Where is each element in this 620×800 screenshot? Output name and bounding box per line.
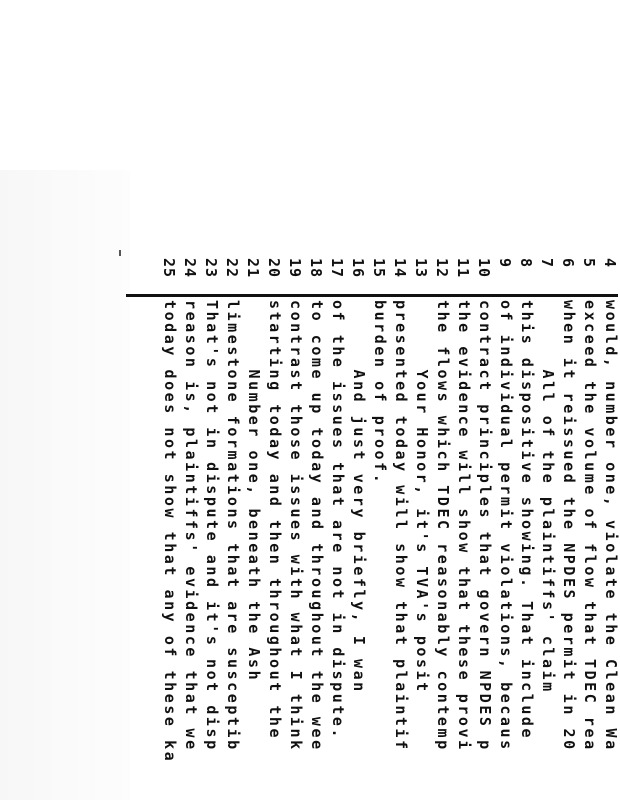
line-number: 25 bbox=[160, 258, 178, 279]
line-number: 6 bbox=[559, 258, 577, 269]
transcript-line: Number one, beneath the Ash bbox=[245, 300, 263, 694]
line-number: 15 bbox=[370, 258, 388, 279]
line-number: 4 bbox=[601, 258, 619, 269]
line-number: 17 bbox=[328, 258, 346, 279]
line-number: 20 bbox=[265, 258, 283, 279]
line-number: 14 bbox=[391, 258, 409, 279]
line-number: 18 bbox=[307, 258, 325, 279]
line-number: 5 bbox=[580, 258, 598, 269]
line-number: 9 bbox=[496, 258, 514, 269]
transcript-line: when it reissued the NPDES permit in 20 bbox=[560, 300, 578, 752]
transcript-line: starting today and then throughout the bbox=[266, 300, 284, 741]
transcript-line: limestone formations that are susceptib bbox=[224, 300, 242, 752]
transcript-line: of the issues that are not in dispute. bbox=[329, 300, 347, 741]
line-number: 13 bbox=[412, 258, 430, 279]
line-number: 12 bbox=[433, 258, 451, 279]
transcript-line: of individual permit violations, becaus bbox=[497, 300, 515, 752]
line-number: 19 bbox=[286, 258, 304, 279]
line-number: 24 bbox=[181, 258, 199, 279]
line-number: 11 bbox=[454, 258, 472, 279]
transcript-line: the evidence will show that these provi bbox=[455, 300, 473, 752]
line-number: 7 bbox=[538, 258, 556, 269]
line-number: 23 bbox=[202, 258, 220, 279]
transcript-line: exceed the volume of flow that TDEC rea bbox=[581, 300, 599, 752]
line-number: 10 bbox=[475, 258, 493, 279]
transcript-line: That's not in dispute and it's not disp bbox=[203, 300, 221, 752]
transcript-line: to come up today and throughout the wee bbox=[308, 300, 326, 752]
transcript-line: Your Honor, it's TVA's posit bbox=[413, 300, 431, 694]
transcript-line: would, number one, violate the Clean Wa bbox=[602, 300, 620, 752]
transcript-line: presented today will show that plaintif bbox=[392, 300, 410, 752]
transcript-line: contrast those issues with what I think bbox=[287, 300, 305, 752]
line-number-divider bbox=[126, 294, 618, 297]
transcript-line: And just very briefly, I wan bbox=[350, 300, 368, 694]
transcript-line: today does not show that any of these ka bbox=[161, 300, 179, 764]
transcript-line: All of the plaintiffs' claim bbox=[539, 300, 557, 694]
line-number: 16 bbox=[349, 258, 367, 279]
line-number: 22 bbox=[223, 258, 241, 279]
transcript-line: burden of proof. bbox=[371, 300, 389, 486]
transcript-line: contract principles that govern NPDES p bbox=[476, 300, 494, 752]
line-number: 8 bbox=[517, 258, 535, 269]
transcript-line: the flows which TDEC reasonably contemp bbox=[434, 300, 452, 752]
transcript-line: this dispositive showing. That include bbox=[518, 300, 536, 741]
line-number: 21 bbox=[244, 258, 262, 279]
transcript-line: reason is, plaintiffs' evidence that we bbox=[182, 300, 200, 752]
